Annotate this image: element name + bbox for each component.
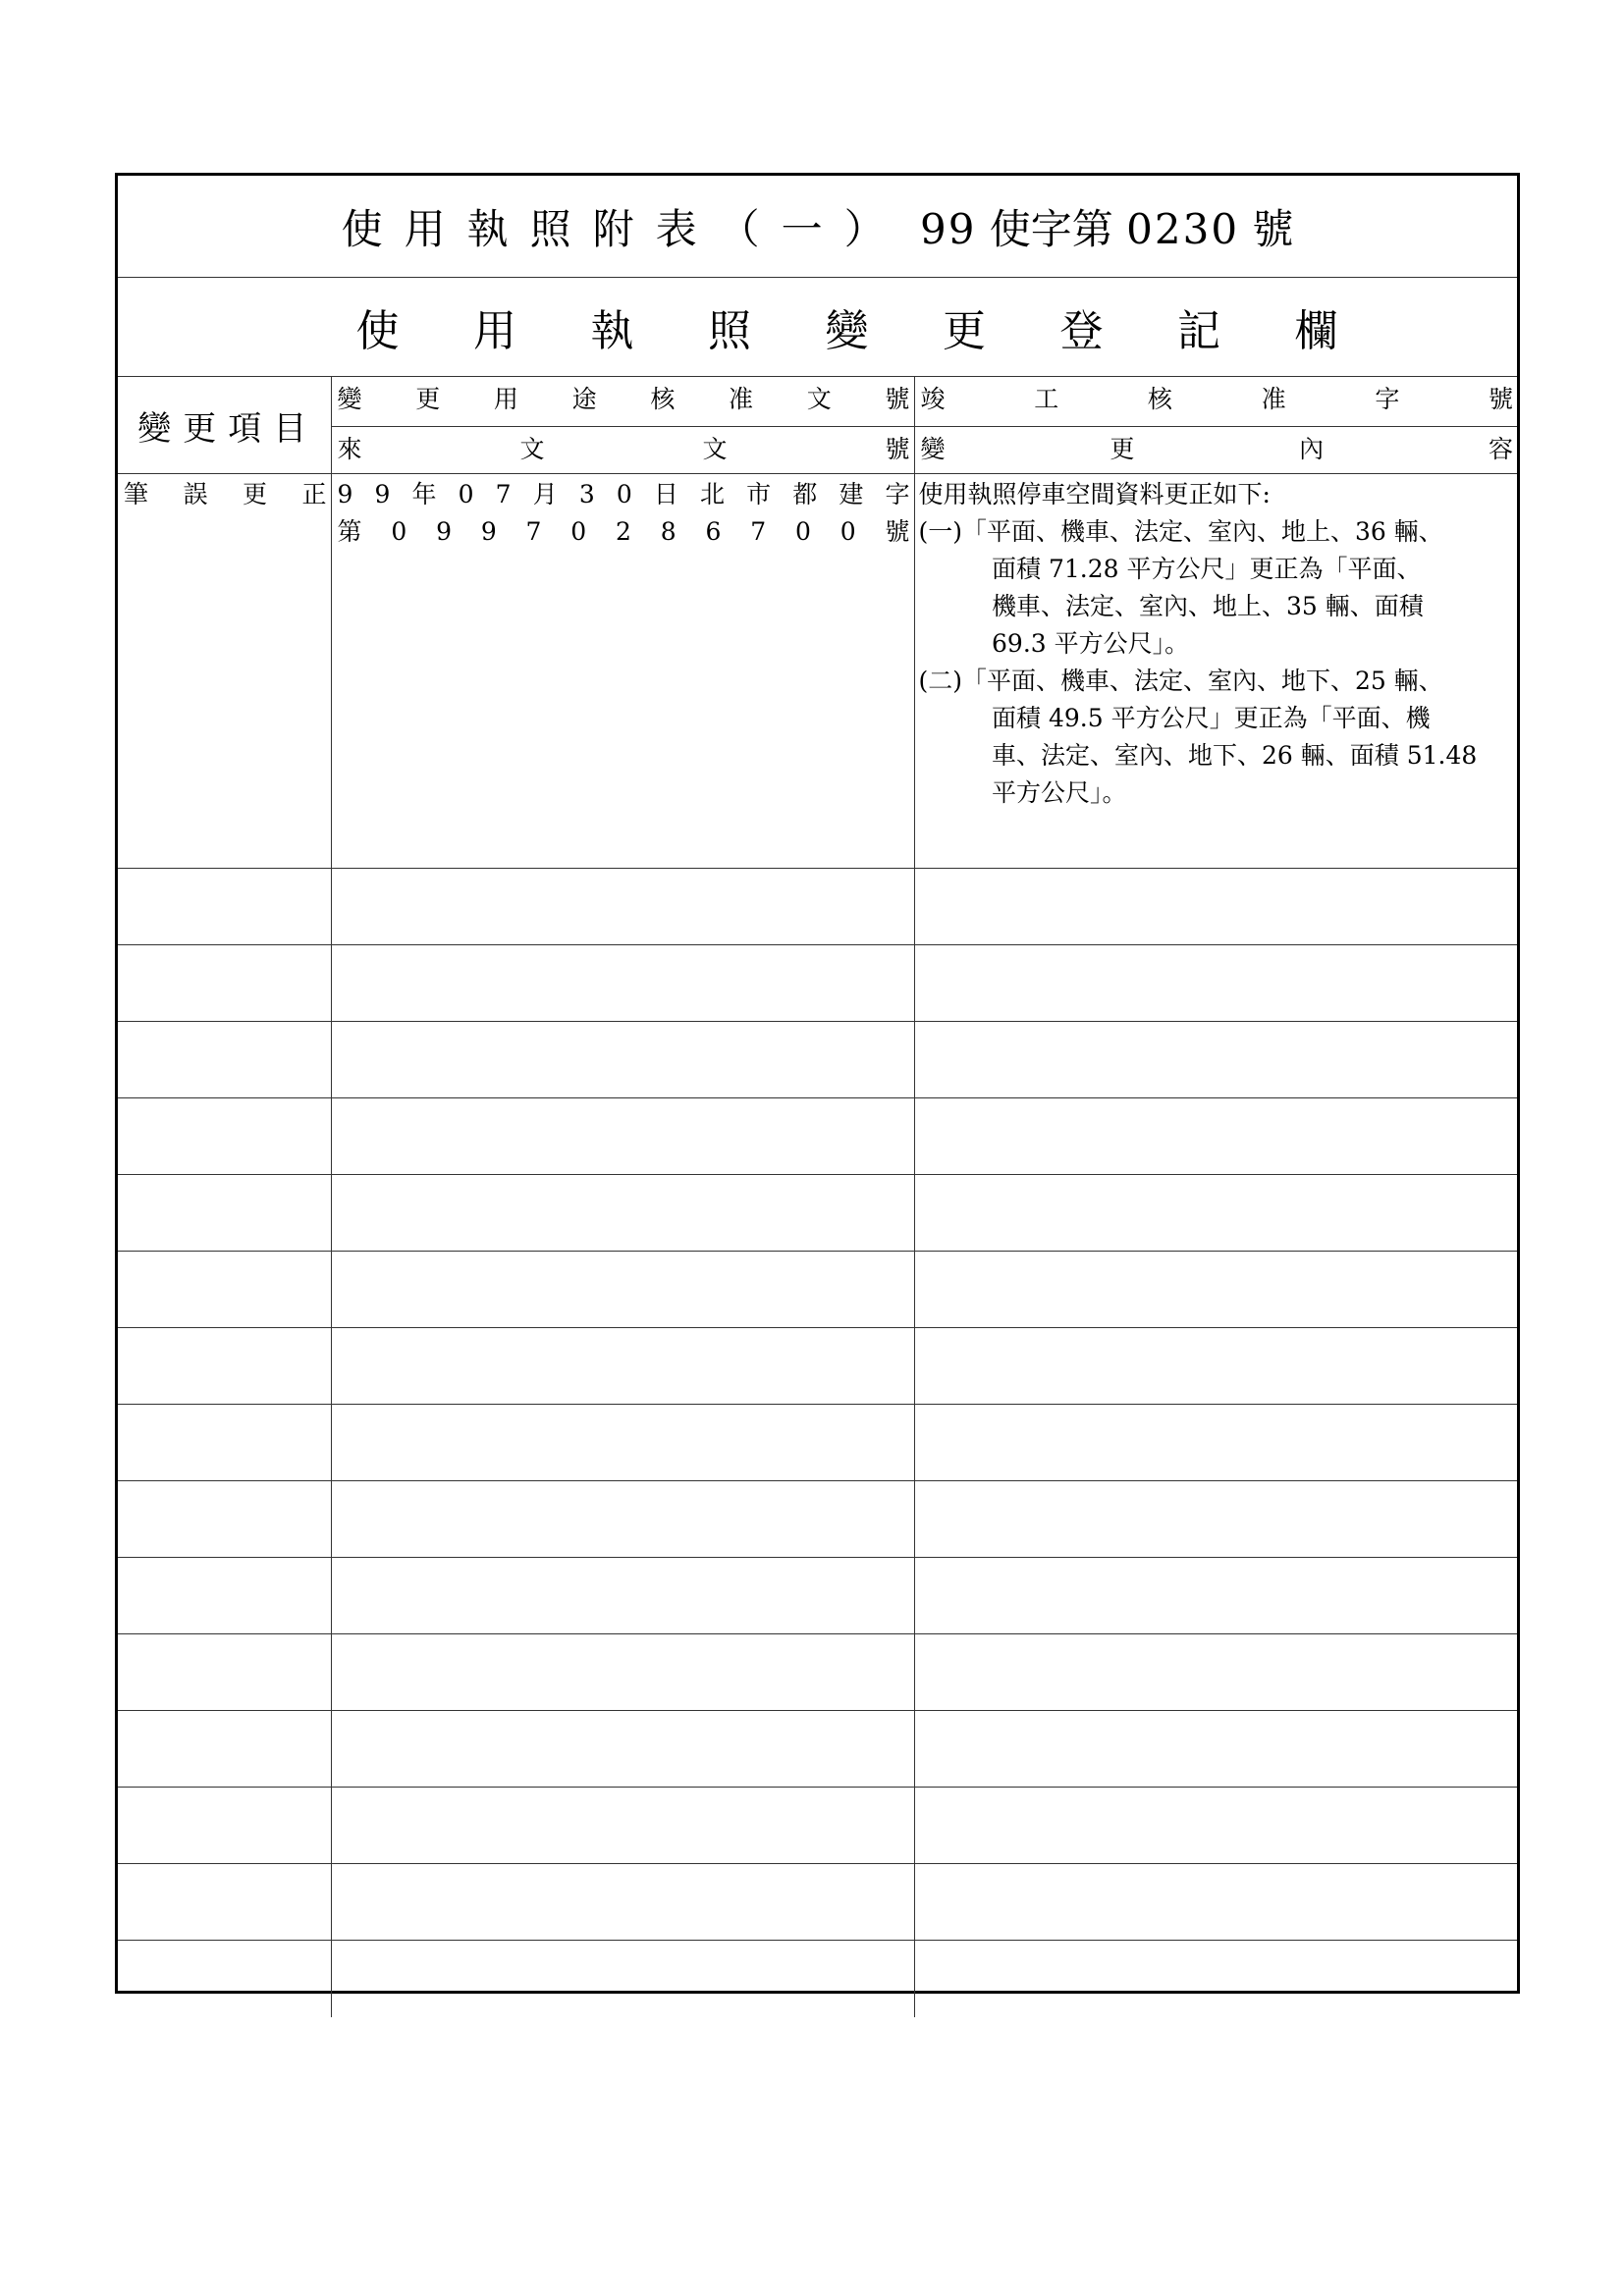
header-char: 准 [729, 385, 754, 413]
header-char: 准 [1261, 385, 1286, 413]
empty-cell [914, 1175, 1517, 1252]
content-item-label: (一) [918, 517, 963, 546]
header-char: 容 [1488, 435, 1513, 463]
table-row [118, 1864, 1517, 1941]
form-title-serial: 0230 [1126, 204, 1240, 253]
table-row [118, 1328, 1517, 1405]
empty-cell [331, 1788, 914, 1864]
empty-cell [118, 869, 331, 945]
license-annex-form [115, 173, 1520, 1994]
section-title-cell [118, 278, 1517, 377]
doc-char: 0 [616, 480, 632, 508]
doc-char: 第 [337, 517, 362, 546]
content-intro: 使用執照停車空間資料更正如下: [918, 480, 1271, 508]
empty-cell [118, 1711, 331, 1788]
section-title-char: 欄 [1294, 306, 1338, 356]
doc-char: 字 [885, 480, 910, 508]
section-title [298, 295, 1338, 358]
empty-cell [331, 1175, 914, 1252]
section-title-char: 變 [825, 306, 869, 356]
empty-cell [331, 1481, 914, 1558]
content-line: 69.3 平方公尺」。 [992, 629, 1190, 658]
change-item-header-label: 變更項目 [137, 408, 319, 449]
empty-cell [331, 1328, 914, 1405]
empty-cell [331, 1864, 914, 1941]
table-row [118, 1022, 1517, 1098]
entry-content-cell [914, 474, 1517, 869]
empty-cell [914, 1711, 1517, 1788]
doc-char: 市 [746, 480, 772, 508]
doc-char: 7 [495, 480, 512, 508]
content-line: 「平面、機車、法定、室內、地上、36 輛、 [962, 517, 1443, 546]
header-char: 文 [519, 435, 545, 463]
empty-cell [331, 1558, 914, 1634]
form-title-middle: 使字第 [989, 204, 1113, 253]
empty-cell [118, 1405, 331, 1481]
doc-char: 0 [794, 517, 811, 546]
empty-cell [331, 1711, 914, 1788]
empty-cell [118, 1328, 331, 1405]
empty-cell [118, 1634, 331, 1711]
doc-char: 9 [436, 517, 452, 546]
header-char: 字 [1375, 385, 1400, 413]
form-title-prefix: 使用執照附表（一） [341, 204, 907, 253]
change-item-header [118, 377, 331, 474]
doc-char: 7 [750, 517, 767, 546]
section-title-char: 使 [355, 306, 400, 356]
content-line: 「平面、機車、法定、室內、地下、25 輛、 [962, 667, 1443, 695]
empty-cell [118, 1864, 331, 1941]
table-row [118, 1481, 1517, 1558]
doc-char: 都 [792, 480, 818, 508]
doc-char: 號 [885, 517, 910, 546]
table-row [118, 945, 1517, 1022]
doc-char: 0 [570, 517, 587, 546]
content-line: 車、法定、室內、地下、26 輛、面積 51.48 [992, 741, 1478, 770]
form-title-cell [118, 176, 1517, 278]
header-char: 號 [1489, 385, 1514, 413]
completion-approval-header [914, 377, 1517, 427]
entry-item-char: 誤 [183, 480, 208, 508]
empty-cell [914, 1941, 1517, 2017]
doc-char: 北 [699, 480, 725, 508]
form-title-suffix: 號 [1252, 204, 1294, 253]
empty-cell [118, 1481, 331, 1558]
empty-cell [331, 1941, 914, 2017]
table-row [118, 1788, 1517, 1864]
header-char: 內 [1299, 435, 1325, 463]
approval-doc-header [331, 377, 914, 427]
table-row [118, 1711, 1517, 1788]
empty-cell [914, 869, 1517, 945]
table-row [118, 1252, 1517, 1328]
empty-cell [914, 1252, 1517, 1328]
empty-cell [914, 1864, 1517, 1941]
table-row [118, 1941, 1517, 2017]
section-title-char: 執 [590, 306, 634, 356]
content-line: 面積 71.28 平方公尺」更正為「平面、 [992, 555, 1422, 583]
empty-cell [118, 1175, 331, 1252]
section-title-char: 更 [943, 306, 987, 356]
header-char: 途 [571, 385, 597, 413]
empty-cell [914, 945, 1517, 1022]
empty-cell [331, 1098, 914, 1175]
doc-char: 0 [458, 480, 474, 508]
header-char: 核 [650, 385, 676, 413]
header-char: 號 [885, 435, 910, 463]
header-char: 來 [337, 435, 362, 463]
empty-cell [331, 869, 914, 945]
entry-item-cell [118, 474, 331, 869]
empty-cell [331, 1252, 914, 1328]
header-char: 文 [806, 385, 832, 413]
doc-char: 9 [337, 480, 353, 508]
change-content-header [914, 427, 1517, 474]
table-row [118, 1634, 1517, 1711]
empty-cell [331, 1405, 914, 1481]
doc-char: 9 [480, 517, 497, 546]
section-title-char: 照 [708, 306, 752, 356]
change-registration-table [118, 176, 1517, 2017]
header-char: 文 [702, 435, 728, 463]
empty-cell [331, 1634, 914, 1711]
empty-cell [914, 1405, 1517, 1481]
header-char: 更 [1110, 435, 1135, 463]
content-item-label: (二) [918, 667, 963, 695]
empty-cell [118, 1022, 331, 1098]
entry-item-char: 筆 [124, 480, 149, 508]
content-line: 平方公尺」。 [992, 778, 1127, 807]
doc-char: 2 [616, 517, 631, 546]
header-char: 工 [1034, 385, 1059, 413]
doc-char: 0 [839, 517, 856, 546]
doc-char: 3 [578, 480, 595, 508]
empty-cell [331, 945, 914, 1022]
doc-char: 6 [705, 517, 722, 546]
empty-cell [914, 1481, 1517, 1558]
empty-cell [118, 1941, 331, 2017]
incoming-doc-header [331, 427, 914, 474]
empty-cell [914, 1634, 1517, 1711]
table-row [118, 1175, 1517, 1252]
content-line: 面積 49.5 平方公尺」更正為「平面、機 [992, 704, 1431, 732]
header-char: 核 [1147, 385, 1172, 413]
doc-char: 0 [391, 517, 407, 546]
empty-cell [118, 1252, 331, 1328]
doc-char: 日 [653, 480, 678, 508]
header-char: 變 [920, 435, 946, 463]
table-row [118, 869, 1517, 945]
empty-cell [118, 1558, 331, 1634]
empty-cell [118, 945, 331, 1022]
entry-doc-cell [331, 474, 914, 869]
doc-char: 月 [532, 480, 558, 508]
section-title-char: 記 [1177, 306, 1221, 356]
empty-cell [118, 1788, 331, 1864]
table-row [118, 1098, 1517, 1175]
header-char: 用 [493, 385, 518, 413]
header-char: 竣 [920, 385, 946, 413]
content-line: 機車、法定、室內、地上、35 輛、面積 [992, 592, 1424, 620]
table-row [118, 474, 1517, 869]
doc-char: 7 [525, 517, 542, 546]
doc-char: 年 [411, 480, 437, 508]
header-char: 號 [885, 385, 910, 413]
section-title-char: 用 [473, 306, 517, 356]
header-char: 變 [337, 385, 362, 413]
content-item-2 [919, 663, 1516, 812]
form-title-number: 99 [919, 204, 977, 253]
empty-cell [914, 1558, 1517, 1634]
empty-cell [118, 1098, 331, 1175]
form-title [342, 197, 1294, 256]
entry-item-char: 更 [242, 480, 267, 508]
table-row [118, 1558, 1517, 1634]
header-char: 更 [415, 385, 441, 413]
doc-char: 建 [839, 480, 864, 508]
empty-cell [914, 1328, 1517, 1405]
table-row [118, 1405, 1517, 1481]
empty-cell [914, 1788, 1517, 1864]
content-item-1 [919, 513, 1516, 663]
doc-char: 8 [660, 517, 677, 546]
empty-cell [914, 1022, 1517, 1098]
entry-item-char: 正 [301, 480, 327, 508]
empty-cell [914, 1098, 1517, 1175]
empty-cell [331, 1022, 914, 1098]
section-title-char: 登 [1059, 306, 1104, 356]
doc-char: 9 [374, 480, 391, 508]
